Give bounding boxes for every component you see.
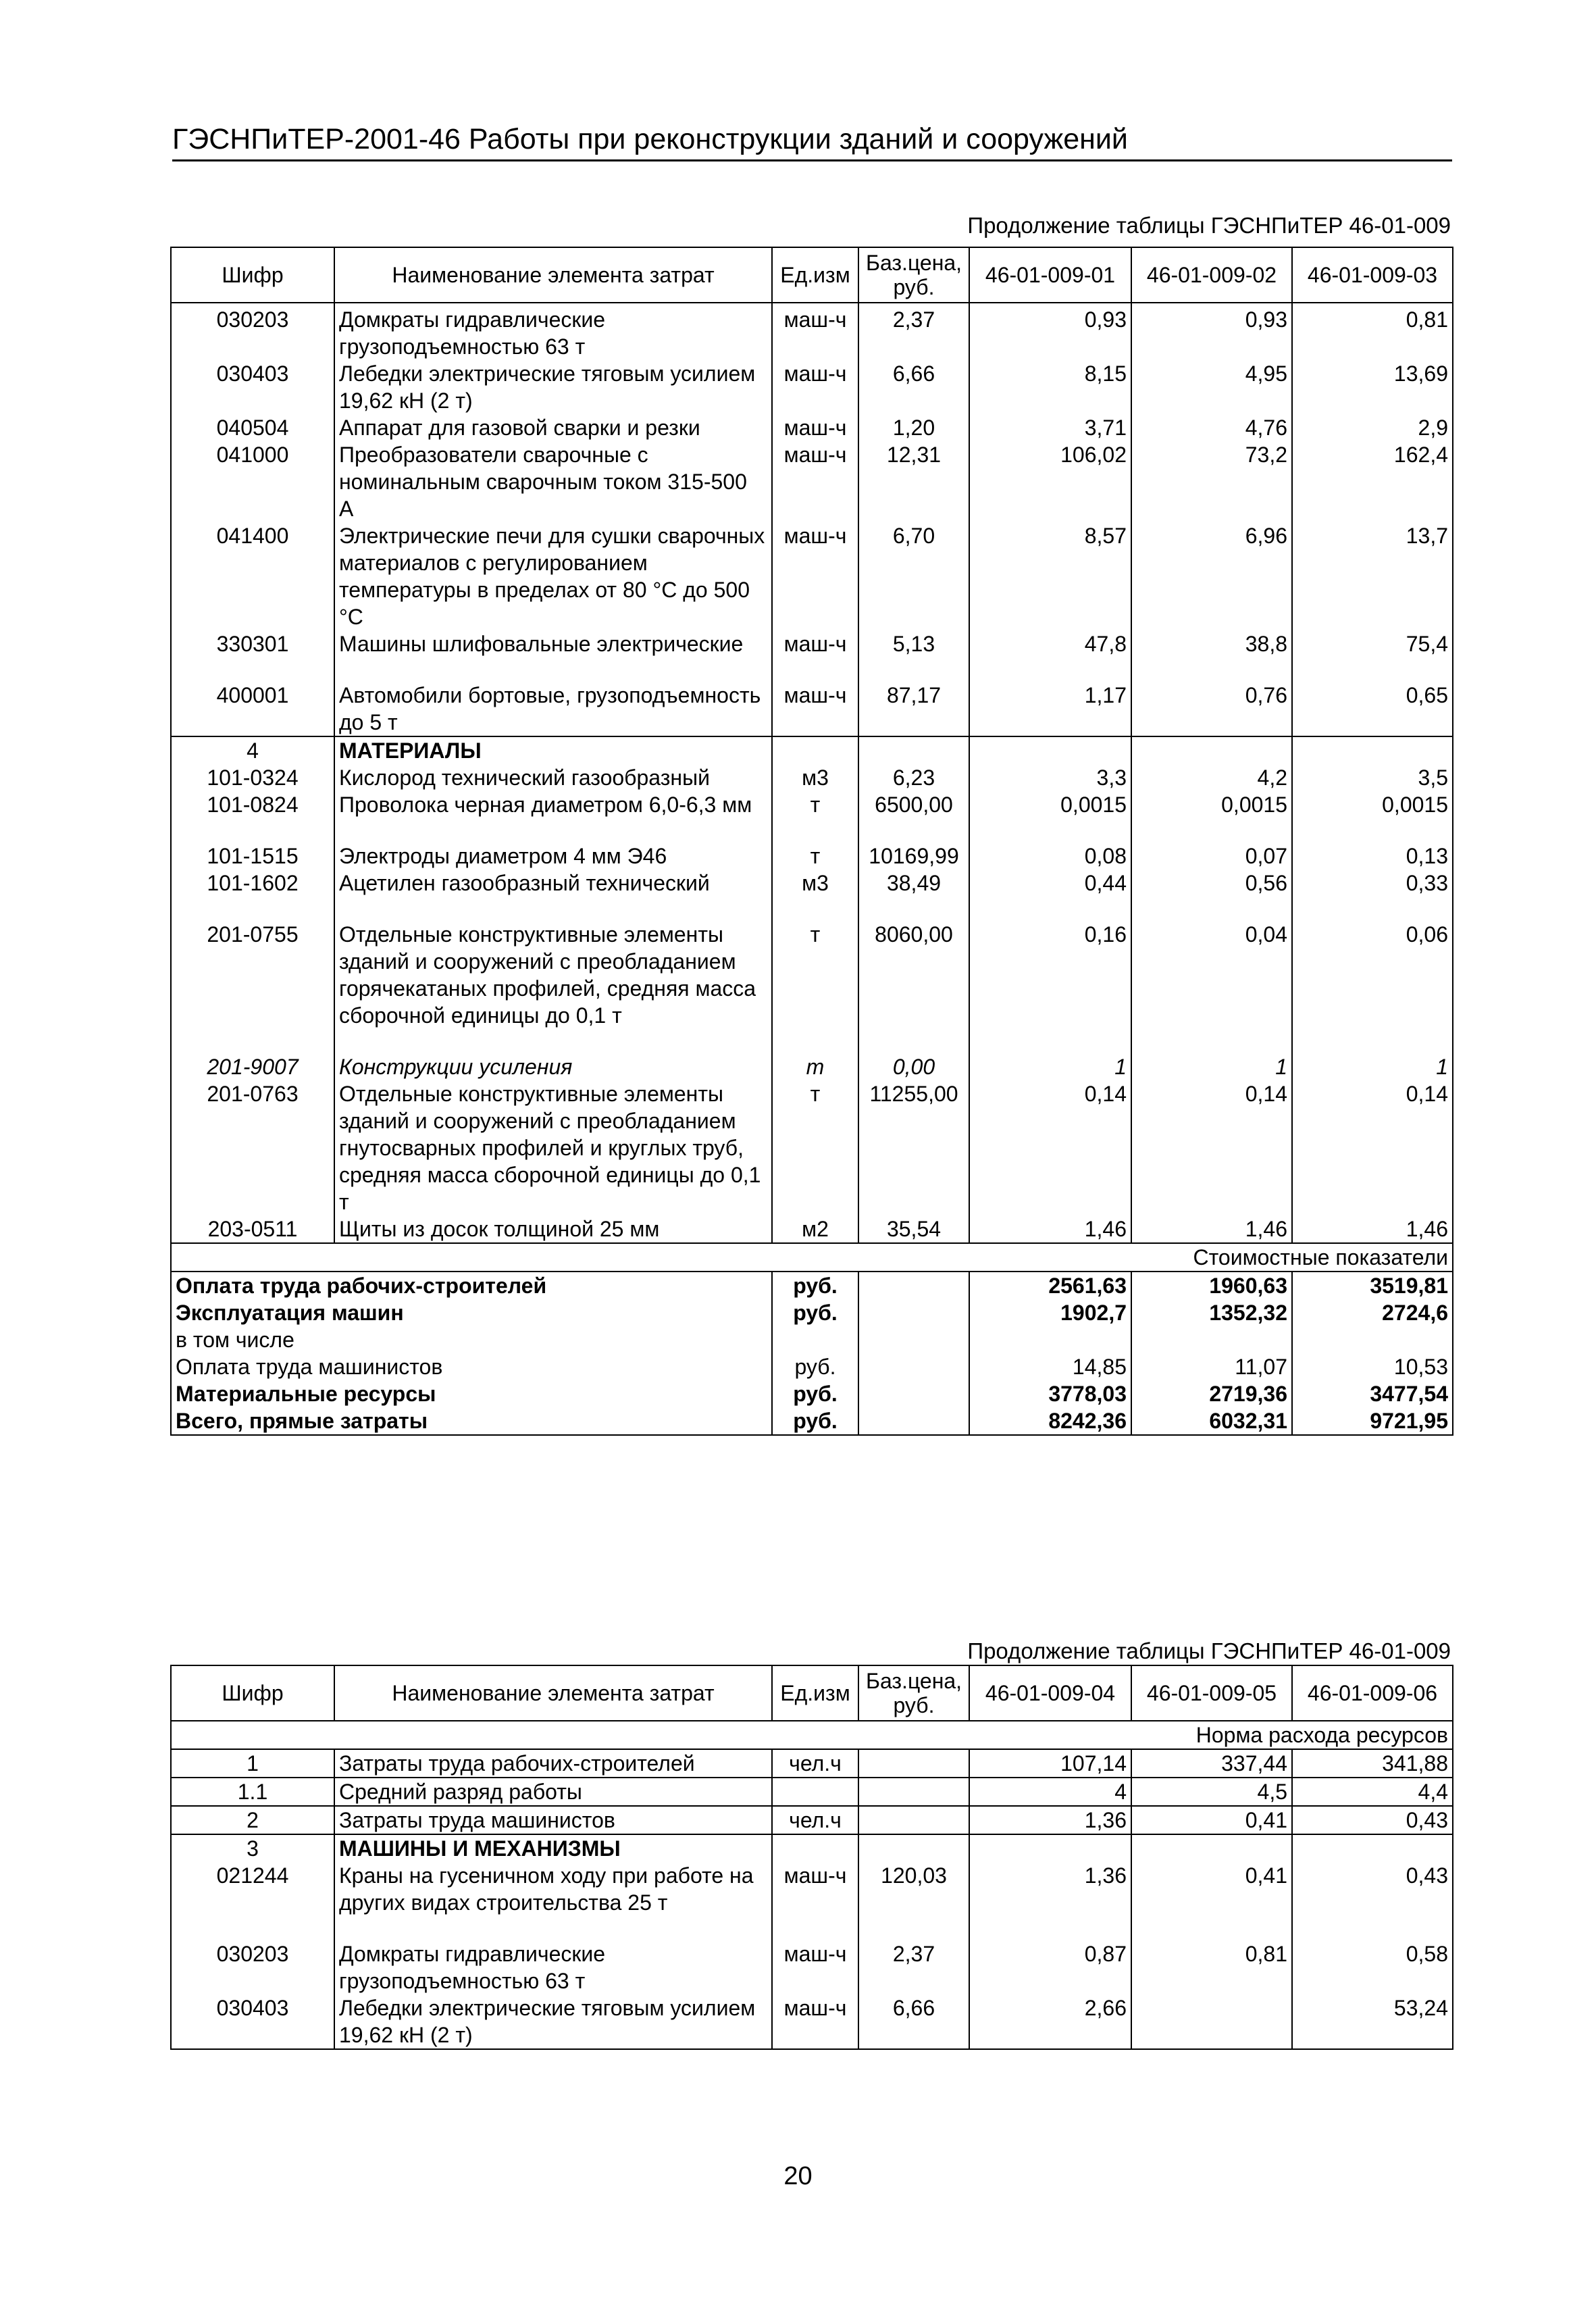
table-row bbox=[171, 441, 1453, 522]
table-row bbox=[171, 1862, 1453, 1916]
unit-cell: маш-ч bbox=[772, 1994, 858, 2049]
price-cell: 8060,00 bbox=[858, 921, 969, 1029]
price-cell: 35,54 bbox=[858, 1215, 969, 1243]
table2-continuation-caption: Продолжение таблицы ГЭСНПиТЕР 46-01-009 bbox=[967, 1638, 1451, 1663]
unit-cell: маш-ч bbox=[772, 360, 858, 414]
code-cell: 201-0755 bbox=[171, 921, 334, 1029]
value-cell: 0,04 bbox=[1131, 921, 1292, 1029]
price-cell: 10169,99 bbox=[858, 842, 969, 870]
cost-unit: руб. bbox=[772, 1380, 858, 1407]
unit-cell: м3 bbox=[772, 870, 858, 897]
code-cell: 040504 bbox=[171, 414, 334, 441]
table2-header-row bbox=[171, 1665, 1453, 1721]
value-cell: 0,41 bbox=[1131, 1806, 1292, 1834]
price-cell bbox=[858, 1778, 969, 1806]
value-cell: 0,81 bbox=[1292, 303, 1453, 360]
value-cell: 106,02 bbox=[969, 441, 1131, 522]
cost-value: 8242,36 bbox=[969, 1407, 1131, 1435]
value-cell: 337,44 bbox=[1131, 1749, 1292, 1778]
column-header-name: Наименование элемента затрат bbox=[334, 1665, 772, 1721]
cost-name: в том числе bbox=[171, 1326, 772, 1353]
value-cell: 1 bbox=[1131, 1053, 1292, 1080]
section-code: 3 bbox=[171, 1834, 334, 1862]
code-cell: 101-0824 bbox=[171, 791, 334, 818]
spacer-row bbox=[171, 657, 1453, 682]
name-cell: Средний разряд работы bbox=[334, 1778, 772, 1806]
value-cell: 0,14 bbox=[1131, 1080, 1292, 1215]
table-row bbox=[171, 791, 1453, 818]
price-cell: 6,23 bbox=[858, 764, 969, 791]
table-row bbox=[171, 1940, 1453, 1994]
value-cell: 6,96 bbox=[1131, 522, 1292, 630]
name-cell: Отдельные конструктивные элементы зданий и сооружений с преобладанием горячекатаных профилей, средняя масса сборочной единицы до 0,1 т bbox=[334, 921, 772, 1029]
cost-name: Оплата труда машинистов bbox=[171, 1353, 772, 1380]
unit-cell: маш-ч bbox=[772, 1940, 858, 1994]
value-cell: 0,93 bbox=[969, 303, 1131, 360]
table-row bbox=[171, 1806, 1453, 1834]
table-row bbox=[171, 414, 1453, 441]
cost-row bbox=[171, 1272, 1453, 1299]
table-row bbox=[171, 303, 1453, 360]
value-cell: 0,56 bbox=[1131, 870, 1292, 897]
cost-value bbox=[1131, 1326, 1292, 1353]
code-cell: 1 bbox=[171, 1749, 334, 1778]
value-cell: 1 bbox=[1292, 1053, 1453, 1080]
table-row bbox=[171, 360, 1453, 414]
table-row bbox=[171, 1215, 1453, 1243]
cost-row bbox=[171, 1407, 1453, 1435]
name-cell: Отдельные конструктивные элементы зданий и сооружений с преобладанием гнутосварных профилей и круглых труб, средняя масса сборочной единицы до 0,1 т bbox=[334, 1080, 772, 1215]
value-cell: 0,65 bbox=[1292, 682, 1453, 736]
section-title: МАТЕРИАЛЫ bbox=[334, 736, 772, 764]
unit-cell: т bbox=[772, 921, 858, 1029]
price-cell: 38,49 bbox=[858, 870, 969, 897]
value-cell: 2,66 bbox=[969, 1994, 1131, 2049]
column-header-unit: Ед.изм bbox=[772, 1665, 858, 1721]
value-cell: 0,43 bbox=[1292, 1862, 1453, 1916]
section-row-materials bbox=[171, 736, 1453, 764]
unit-cell: чел.ч bbox=[772, 1749, 858, 1778]
cost-unit: руб. bbox=[772, 1299, 858, 1326]
code-cell: 041400 bbox=[171, 522, 334, 630]
value-cell: 3,71 bbox=[969, 414, 1131, 441]
section-row-machines bbox=[171, 1834, 1453, 1862]
value-cell: 73,2 bbox=[1131, 441, 1292, 522]
value-cell: 162,4 bbox=[1292, 441, 1453, 522]
column-header-46-01-009-05: 46-01-009-05 bbox=[1131, 1665, 1292, 1721]
value-cell: 1,36 bbox=[969, 1862, 1131, 1916]
price-cell: 1,20 bbox=[858, 414, 969, 441]
unit-cell: маш-ч bbox=[772, 441, 858, 522]
value-cell: 3,3 bbox=[969, 764, 1131, 791]
code-cell: 041000 bbox=[171, 441, 334, 522]
value-cell: 3,5 bbox=[1292, 764, 1453, 791]
price-cell bbox=[858, 1749, 969, 1778]
table-row bbox=[171, 870, 1453, 897]
code-cell: 021244 bbox=[171, 1862, 334, 1916]
name-cell: Автомобили бортовые, грузоподъемность до 5 т bbox=[334, 682, 772, 736]
name-cell: Машины шлифовальные электрические bbox=[334, 630, 772, 657]
price-cell: 6,66 bbox=[858, 1994, 969, 2049]
spacer-row bbox=[171, 897, 1453, 921]
cost-row bbox=[171, 1299, 1453, 1326]
value-cell: 2,9 bbox=[1292, 414, 1453, 441]
value-cell: 0,33 bbox=[1292, 870, 1453, 897]
value-cell: 1,36 bbox=[969, 1806, 1131, 1834]
code-cell: 101-1602 bbox=[171, 870, 334, 897]
cost-value: 2724,6 bbox=[1292, 1299, 1453, 1326]
name-cell: Лебедки электрические тяговым усилием 19,62 кН (2 т) bbox=[334, 1994, 772, 2049]
column-header-46-01-009-02: 46-01-009-02 bbox=[1131, 247, 1292, 303]
value-cell: 4 bbox=[969, 1778, 1131, 1806]
price-cell: 6500,00 bbox=[858, 791, 969, 818]
name-cell: Преобразователи сварочные с номинальным сварочным током 315-500 А bbox=[334, 441, 772, 522]
column-header-price: Баз.цена, руб. bbox=[858, 1665, 969, 1721]
column-header-name: Наименование элемента затрат bbox=[334, 247, 772, 303]
spacer-row bbox=[171, 1029, 1453, 1053]
cost-value: 3778,03 bbox=[969, 1380, 1131, 1407]
price-cell: 5,13 bbox=[858, 630, 969, 657]
norm-caption: Норма расхода ресурсов bbox=[171, 1721, 1453, 1749]
name-cell: Домкраты гидравлические грузоподъемностью 63 т bbox=[334, 1940, 772, 1994]
code-cell: 201-9007 bbox=[171, 1053, 334, 1080]
cost-name: Эксплуатация машин bbox=[171, 1299, 772, 1326]
table-row bbox=[171, 1994, 1453, 2049]
cost-unit: руб. bbox=[772, 1272, 858, 1299]
unit-cell: маш-ч bbox=[772, 1862, 858, 1916]
cost-value: 1902,7 bbox=[969, 1299, 1131, 1326]
cost-value: 11,07 bbox=[1131, 1353, 1292, 1380]
name-cell: Электрические печи для сушки сварочных материалов с регулированием температуры в пределах от 80 °С до 500 °С bbox=[334, 522, 772, 630]
unit-cell: маш-ч bbox=[772, 522, 858, 630]
name-cell: Домкраты гидравлические грузоподъемностью 63 т bbox=[334, 303, 772, 360]
name-cell: Краны на гусеничном ходу при работе на других видах строительства 25 т bbox=[334, 1862, 772, 1916]
code-cell: 201-0763 bbox=[171, 1080, 334, 1215]
cost-unit bbox=[772, 1326, 858, 1353]
price-cell: 120,03 bbox=[858, 1862, 969, 1916]
code-cell: 2 bbox=[171, 1806, 334, 1834]
column-header-46-01-009-04: 46-01-009-04 bbox=[969, 1665, 1131, 1721]
unit-cell: т bbox=[772, 1053, 858, 1080]
cost-value: 3519,81 bbox=[1292, 1272, 1453, 1299]
code-cell: 1.1 bbox=[171, 1778, 334, 1806]
unit-cell: маш-ч bbox=[772, 414, 858, 441]
value-cell: 8,15 bbox=[969, 360, 1131, 414]
cost-row bbox=[171, 1380, 1453, 1407]
value-cell: 0,14 bbox=[1292, 1080, 1453, 1215]
value-cell: 341,88 bbox=[1292, 1749, 1453, 1778]
value-cell: 0,07 bbox=[1131, 842, 1292, 870]
name-cell: Конструкции усиления bbox=[334, 1053, 772, 1080]
value-cell: 0,87 bbox=[969, 1940, 1131, 1994]
unit-cell: чел.ч bbox=[772, 1806, 858, 1834]
price-cell: 2,37 bbox=[858, 1940, 969, 1994]
unit-cell: маш-ч bbox=[772, 630, 858, 657]
name-cell: Затраты труда машинистов bbox=[334, 1806, 772, 1834]
value-cell: 0,81 bbox=[1131, 1940, 1292, 1994]
name-cell: Кислород технический газообразный bbox=[334, 764, 772, 791]
cost-value: 3477,54 bbox=[1292, 1380, 1453, 1407]
name-cell: Аппарат для газовой сварки и резки bbox=[334, 414, 772, 441]
price-cell: 6,66 bbox=[858, 360, 969, 414]
cost-value: 14,85 bbox=[969, 1353, 1131, 1380]
name-cell: Ацетилен газообразный технический bbox=[334, 870, 772, 897]
spacer-row bbox=[171, 1916, 1453, 1940]
name-cell: Проволока черная диаметром 6,0-6,3 мм bbox=[334, 791, 772, 818]
table-row bbox=[171, 921, 1453, 1029]
value-cell: 0,08 bbox=[969, 842, 1131, 870]
cost-name: Всего, прямые затраты bbox=[171, 1407, 772, 1435]
unit-cell bbox=[772, 1778, 858, 1806]
cost-unit: руб. bbox=[772, 1407, 858, 1435]
table-row bbox=[171, 764, 1453, 791]
price-cell: 6,70 bbox=[858, 522, 969, 630]
column-header-46-01-009-03: 46-01-009-03 bbox=[1292, 247, 1453, 303]
code-cell: 203-0511 bbox=[171, 1215, 334, 1243]
value-cell: 1,17 bbox=[969, 682, 1131, 736]
code-cell: 030403 bbox=[171, 1994, 334, 2049]
value-cell: 1 bbox=[969, 1053, 1131, 1080]
value-cell: 4,4 bbox=[1292, 1778, 1453, 1806]
code-cell: 030203 bbox=[171, 1940, 334, 1994]
value-cell: 0,0015 bbox=[1131, 791, 1292, 818]
cost-caption-row bbox=[171, 1243, 1453, 1272]
unit-cell: т bbox=[772, 791, 858, 818]
price-cell: 0,00 bbox=[858, 1053, 969, 1080]
table-row bbox=[171, 682, 1453, 736]
value-cell: 75,4 bbox=[1292, 630, 1453, 657]
cost-value: 2719,36 bbox=[1131, 1380, 1292, 1407]
value-cell: 4,95 bbox=[1131, 360, 1292, 414]
cost-name: Оплата труда рабочих-строителей bbox=[171, 1272, 772, 1299]
value-cell: 4,2 bbox=[1131, 764, 1292, 791]
unit-cell: т bbox=[772, 842, 858, 870]
cost-value: 6032,31 bbox=[1131, 1407, 1292, 1435]
column-header-46-01-009-01: 46-01-009-01 bbox=[969, 247, 1131, 303]
unit-cell: маш-ч bbox=[772, 682, 858, 736]
code-cell: 330301 bbox=[171, 630, 334, 657]
norm-caption-row bbox=[171, 1721, 1453, 1749]
code-cell: 400001 bbox=[171, 682, 334, 736]
value-cell: 8,57 bbox=[969, 522, 1131, 630]
price-cell: 11255,00 bbox=[858, 1080, 969, 1215]
value-cell: 0,41 bbox=[1131, 1862, 1292, 1916]
column-header-46-01-009-06: 46-01-009-06 bbox=[1292, 1665, 1453, 1721]
value-cell: 4,76 bbox=[1131, 414, 1292, 441]
table-row bbox=[171, 1778, 1453, 1806]
resource-table-1 bbox=[170, 247, 1453, 1436]
value-cell: 0,13 bbox=[1292, 842, 1453, 870]
unit-cell: м3 bbox=[772, 764, 858, 791]
value-cell: 1,46 bbox=[1292, 1215, 1453, 1243]
cost-value: 10,53 bbox=[1292, 1353, 1453, 1380]
cost-value bbox=[969, 1326, 1131, 1353]
table-row bbox=[171, 1749, 1453, 1778]
column-header-code: Шифр bbox=[171, 1665, 334, 1721]
value-cell: 1,46 bbox=[1131, 1215, 1292, 1243]
value-cell: 13,7 bbox=[1292, 522, 1453, 630]
cost-row bbox=[171, 1353, 1453, 1380]
table-row bbox=[171, 1053, 1453, 1080]
cost-value: 2561,63 bbox=[969, 1272, 1131, 1299]
name-cell: Щиты из досок толщиной 25 мм bbox=[334, 1215, 772, 1243]
table-row bbox=[171, 1080, 1453, 1215]
value-cell: 13,69 bbox=[1292, 360, 1453, 414]
value-cell: 47,8 bbox=[969, 630, 1131, 657]
value-cell: 0,14 bbox=[969, 1080, 1131, 1215]
value-cell: 0,0015 bbox=[1292, 791, 1453, 818]
value-cell: 0,06 bbox=[1292, 921, 1453, 1029]
value-cell bbox=[1131, 1994, 1292, 2049]
value-cell: 0,93 bbox=[1131, 303, 1292, 360]
unit-cell: м2 bbox=[772, 1215, 858, 1243]
unit-cell: т bbox=[772, 1080, 858, 1215]
value-cell: 53,24 bbox=[1292, 1994, 1453, 2049]
cost-unit: руб. bbox=[772, 1353, 858, 1380]
column-header-code: Шифр bbox=[171, 247, 334, 303]
section-title: МАШИНЫ И МЕХАНИЗМЫ bbox=[334, 1834, 772, 1862]
value-cell: 0,76 bbox=[1131, 682, 1292, 736]
price-cell: 12,31 bbox=[858, 441, 969, 522]
table1-continuation-caption: Продолжение таблицы ГЭСНПиТЕР 46-01-009 bbox=[967, 213, 1451, 238]
cost-value: 1960,63 bbox=[1131, 1272, 1292, 1299]
table1-header-row bbox=[171, 247, 1453, 303]
section-code: 4 bbox=[171, 736, 334, 764]
cost-caption: Стоимостные показатели bbox=[171, 1243, 1453, 1272]
price-cell bbox=[858, 1806, 969, 1834]
code-cell: 101-1515 bbox=[171, 842, 334, 870]
value-cell: 1,46 bbox=[969, 1215, 1131, 1243]
unit-cell: маш-ч bbox=[772, 303, 858, 360]
cost-value: 1352,32 bbox=[1131, 1299, 1292, 1326]
name-cell: Электроды диаметром 4 мм Э46 bbox=[334, 842, 772, 870]
price-cell: 2,37 bbox=[858, 303, 969, 360]
value-cell: 38,8 bbox=[1131, 630, 1292, 657]
code-cell: 030403 bbox=[171, 360, 334, 414]
name-cell: Затраты труда рабочих-строителей bbox=[334, 1749, 772, 1778]
cost-value bbox=[1292, 1326, 1453, 1353]
page-number: 20 bbox=[783, 2162, 813, 2190]
name-cell: Лебедки электрические тяговым усилием 19,62 кН (2 т) bbox=[334, 360, 772, 414]
value-cell: 0,0015 bbox=[969, 791, 1131, 818]
spacer-row bbox=[171, 818, 1453, 842]
value-cell: 0,58 bbox=[1292, 1940, 1453, 1994]
code-cell: 030203 bbox=[171, 303, 334, 360]
value-cell: 0,43 bbox=[1292, 1806, 1453, 1834]
price-cell: 87,17 bbox=[858, 682, 969, 736]
cost-value: 9721,95 bbox=[1292, 1407, 1453, 1435]
value-cell: 4,5 bbox=[1131, 1778, 1292, 1806]
table-row bbox=[171, 630, 1453, 657]
value-cell: 0,44 bbox=[969, 870, 1131, 897]
value-cell: 107,14 bbox=[969, 1749, 1131, 1778]
column-header-unit: Ед.изм bbox=[772, 247, 858, 303]
table-row bbox=[171, 522, 1453, 630]
column-header-price: Баз.цена, руб. bbox=[858, 247, 969, 303]
page-header: ГЭСНПиТЕР-2001-46 Работы при реконструкции зданий и сооружений bbox=[172, 122, 1452, 161]
cost-name: Материальные ресурсы bbox=[171, 1380, 772, 1407]
cost-row bbox=[171, 1326, 1453, 1353]
table-row bbox=[171, 842, 1453, 870]
resource-table-2 bbox=[170, 1665, 1453, 2050]
code-cell: 101-0324 bbox=[171, 764, 334, 791]
value-cell: 0,16 bbox=[969, 921, 1131, 1029]
